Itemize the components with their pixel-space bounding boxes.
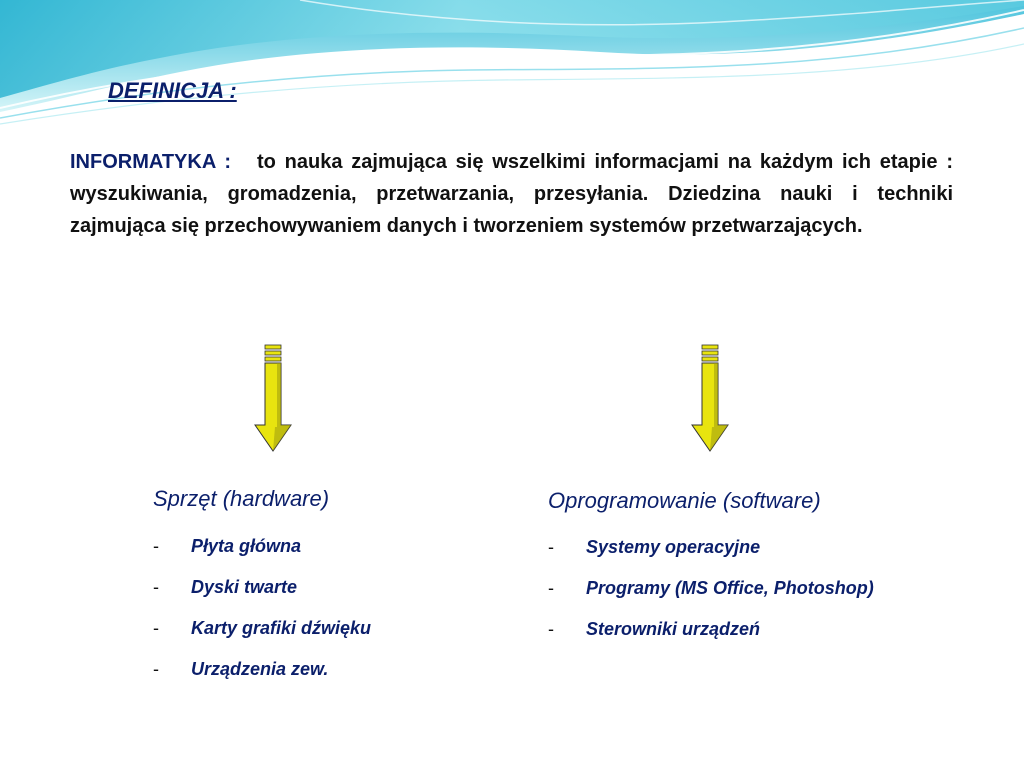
software-list — [548, 537, 874, 660]
list-dash: - — [153, 659, 159, 679]
down-arrow-icon — [690, 343, 730, 453]
list-item — [548, 537, 874, 578]
list-dash: - — [548, 619, 554, 639]
list-item-text: Karty grafiki dźwięku — [191, 618, 372, 638]
definition-paragraph — [70, 146, 953, 242]
list-item-text: Płyta główna — [191, 536, 302, 556]
list-item-text: Dyski twarte — [191, 577, 298, 597]
down-arrow-icon — [253, 343, 293, 453]
list-dash: - — [548, 537, 554, 557]
list-item — [153, 618, 371, 659]
list-item — [153, 536, 371, 577]
software-heading: Oprogramowanie (software) — [548, 488, 821, 513]
list-item — [548, 578, 874, 619]
list-dash: - — [153, 536, 159, 556]
wave-banner — [0, 0, 1024, 130]
list-item-text: Sterowniki urządzeń — [586, 619, 761, 639]
list-item-text: Systemy operacyjne — [586, 537, 761, 557]
definition-term: INFORMATYKA : — [70, 151, 231, 173]
hardware-list — [153, 536, 371, 700]
list-dash: - — [548, 578, 554, 598]
list-item — [548, 619, 874, 660]
list-item — [153, 659, 371, 700]
list-dash: - — [153, 577, 159, 597]
list-item — [153, 577, 371, 618]
list-item-text: Programy (MS Office, Photoshop) — [586, 578, 874, 598]
definition-heading: DEFINICJA : — [108, 78, 237, 103]
definition-text: to nauka zajmująca się wszelkimi informacjami na każdym ich etapie : wyszukiwania, gromadzenia, przetwarzania, przesyłania. Dziedzina nauki i techniki zajmująca się przechowywaniem danych i tworzeniem systemów przetwarzających. — [70, 151, 953, 237]
hardware-heading: Sprzęt (hardware) — [153, 486, 330, 511]
list-item-text: Urządzenia zew. — [191, 659, 329, 679]
list-dash: - — [153, 618, 159, 638]
